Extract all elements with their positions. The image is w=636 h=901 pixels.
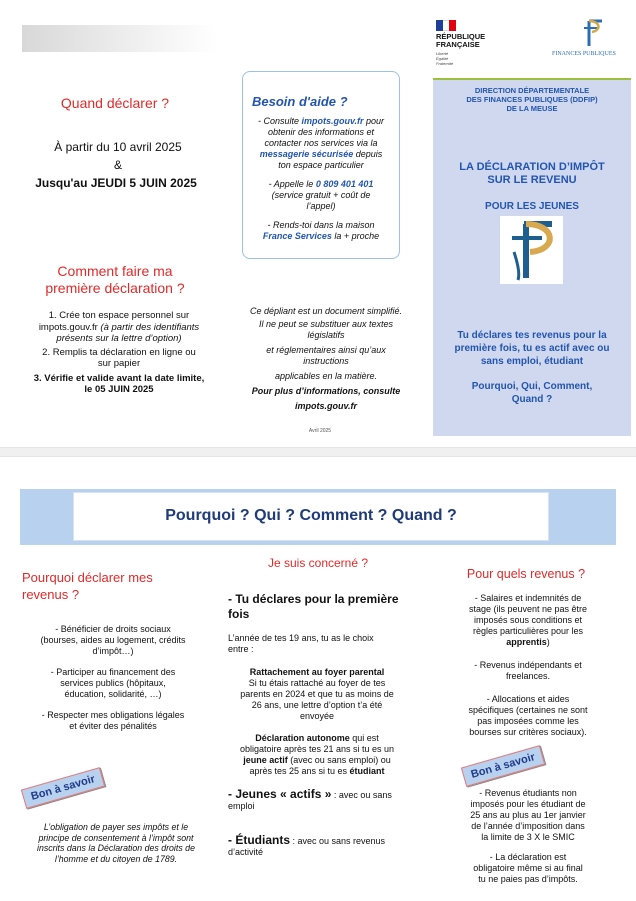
income-item-3 xyxy=(446,694,610,738)
student-note-line1: - Revenus étudiants non xyxy=(479,788,577,798)
motto-2: Égalité xyxy=(436,56,449,61)
republique-francaise-logo xyxy=(436,33,485,49)
step-1-line2 xyxy=(14,322,224,334)
disclaimer-line4: et réglementaires ainsi qu’aux xyxy=(266,345,386,355)
disclaimer-line3: législatifs xyxy=(307,330,345,340)
edition-date: Avril 2025 xyxy=(308,428,332,434)
finances-publiques-small-logo-icon xyxy=(580,18,604,48)
income-item-2 xyxy=(446,660,610,682)
income-3-line2: spécifiques (certaines ne sont xyxy=(468,705,588,715)
steps-list xyxy=(14,310,224,396)
phone-number[interactable]: 0 809 401 401 xyxy=(315,179,374,189)
income-1-line1: - Salaires et indemnités de xyxy=(474,593,582,603)
students-line2: d’activité xyxy=(228,847,264,857)
disclaimer-line7: Pour plus d’informations, consulte xyxy=(251,386,401,396)
mandatory-note-line1: - La déclaration est xyxy=(489,852,567,862)
student-note-line2: imposés pour les étudiant de xyxy=(470,799,586,809)
date-amp: & xyxy=(113,158,122,172)
income-1-end: ) xyxy=(546,637,550,647)
disclaimer-line6: applicables en la matière. xyxy=(274,371,378,381)
student-income-note xyxy=(446,788,610,885)
good-to-know-stamp-1: Bon à savoir xyxy=(21,767,105,809)
income-2-line2: freelances. xyxy=(505,671,551,681)
step-1-site: impots.gouv.fr xyxy=(38,321,98,333)
parental-line3: 26 ans, une lettre d’option t’a été xyxy=(251,700,383,710)
autonomous-line3 xyxy=(226,755,408,766)
active-youth: jeune actif xyxy=(243,755,288,765)
help-p1-line2: obtenir des informations et xyxy=(267,127,375,137)
parental-line2: parents en 2024 et que tu as moins de xyxy=(240,689,394,699)
rf-line2: FRANÇAISE xyxy=(436,40,480,49)
help-p3-b: la + proche xyxy=(331,231,380,241)
step-2-line1: 2. Remplis ta déclaration en ligne ou xyxy=(42,346,196,358)
finances-publiques-label: FINANCES PUBLIQUES xyxy=(552,51,616,57)
income-1-line3: imposés sous conditions et xyxy=(473,615,583,625)
why-title xyxy=(22,569,212,603)
first-time-line1: - Tu déclares pour la première xyxy=(228,592,399,606)
active-title: - Jeunes « actifs » xyxy=(228,787,332,801)
help-p1-line5: ton espace particulier xyxy=(278,160,364,170)
help-p3-line1: - Rends-toi dans la maison xyxy=(267,220,375,230)
concerned-title: Je suis concerné ? xyxy=(267,556,369,570)
step-2 xyxy=(14,347,224,370)
help-p1-b: pour xyxy=(363,116,385,126)
income-3-line3: pas imposées comme les xyxy=(477,716,579,726)
ddfip-line2: DES FINANCES PUBLIQUES (DDFIP) xyxy=(466,95,598,104)
marianne-flag-icon xyxy=(436,20,456,31)
why-item-2-line3: éducation, solidarité, …) xyxy=(64,689,162,699)
autonomous-line1 xyxy=(226,733,408,744)
help-text xyxy=(246,116,396,242)
finances-publiques-logo-icon xyxy=(500,216,563,284)
why-item-1 xyxy=(20,624,206,657)
help-p1-c: depuis xyxy=(353,149,383,159)
help-p3-line2 xyxy=(246,231,396,242)
why-item-1-line2: (bourses, aides au logement, crédits xyxy=(40,635,186,645)
first-time-intro xyxy=(228,633,414,655)
republique-motto xyxy=(436,51,453,66)
cover-description xyxy=(437,329,627,368)
disclaimer-line1: Ce dépliant est un document simplifié. xyxy=(249,306,403,316)
step-3-line2: le 05 JUIN 2025 xyxy=(84,384,154,395)
rights-note-line4: l’homme et du citoyen de 1789. xyxy=(54,853,178,864)
cover-subtitle: POUR LES JEUNES xyxy=(485,201,579,212)
motto-1: Liberté xyxy=(436,51,449,56)
good-to-know-stamp-2: Bon à savoir xyxy=(461,745,545,787)
cover-title-line1: LA DÉCLARATION D’IMPÔT xyxy=(459,161,605,173)
page-divider xyxy=(0,447,636,457)
autonomous-line3-rest: (avec ou sans emploi) ou xyxy=(287,755,391,765)
step-1 xyxy=(14,310,224,345)
autonomous-line4 xyxy=(226,766,408,777)
parental-attachment xyxy=(228,667,406,722)
income-3-line1: - Allocations et aides xyxy=(486,694,570,704)
cover-q-line1: Pourquoi, Qui, Comment, xyxy=(471,381,593,392)
why-item-1-line1: - Bénéficier de droits sociaux xyxy=(55,624,171,634)
how-title-line1: Comment faire ma xyxy=(57,263,173,279)
active-line1 xyxy=(228,789,414,801)
active-line2: emploi xyxy=(228,801,255,811)
income-1-line2: stage (ils peuvent ne pas être xyxy=(468,604,588,614)
messagerie-link[interactable]: messagerie sécurisée xyxy=(259,149,354,159)
when-title: Quand déclarer ? xyxy=(60,95,170,111)
intro-line2: entre : xyxy=(228,644,254,654)
student-note-line4: de l’année d’imposition dans xyxy=(471,821,585,831)
apprentices-word: apprentis xyxy=(506,637,547,647)
autonomous-rest: qui est xyxy=(349,733,379,743)
cover-desc-line1: Tu déclares tes revenus pour la xyxy=(457,330,607,341)
students-title: - Étudiants xyxy=(228,833,290,847)
income-1-line4: règles particulières pour les xyxy=(472,626,584,636)
income-item-1 xyxy=(446,593,610,648)
help-p2-line3: l’appel) xyxy=(306,201,336,211)
rights-note-line2: principe de consentement à l’impôt sont xyxy=(38,832,194,843)
income-3-line4: bourses sur critères sociaux). xyxy=(469,727,587,737)
step-2-line2: sur papier xyxy=(97,358,141,369)
help-p2-line1 xyxy=(246,179,396,190)
cover-q-line2: Quand ? xyxy=(511,394,553,405)
help-p1-line1 xyxy=(246,116,396,127)
cover-title xyxy=(433,161,631,187)
mandatory-note-line3: tu ne paies pas d’impôts. xyxy=(478,874,578,884)
cover-title-line2: SUR LE REVENU xyxy=(487,174,577,186)
motto-3: Fraternité xyxy=(436,61,454,66)
step-3 xyxy=(14,373,224,396)
step-1-note: (à partir des identifiants xyxy=(97,321,200,333)
parental-line1: Si tu étais rattaché au foyer de tes xyxy=(248,678,386,688)
active-rest: : avec ou sans xyxy=(331,790,392,800)
help-p2-a: - Appelle le xyxy=(268,179,316,189)
cover-questions xyxy=(437,380,627,406)
date-from: À partir du 10 avril 2025 xyxy=(54,140,182,154)
disclaimer-line5: instructions xyxy=(303,356,349,366)
student-note-line5: la limite de 3 X le SMIC xyxy=(481,832,575,842)
first-time-heading xyxy=(228,592,418,622)
autonomous-line4-a: après tes 25 ans si tu es xyxy=(249,766,350,776)
disclaimer xyxy=(228,304,424,414)
cover-desc-line3: sans emploi, étudiant xyxy=(480,356,584,367)
autonomous-title: Déclaration autonome xyxy=(255,733,350,743)
why-item-3 xyxy=(20,710,206,732)
ddfip-line3: DE LA MEUSE xyxy=(506,104,558,113)
which-income-title: Pour quels revenus ? xyxy=(466,567,586,581)
parental-title: Rattachement au foyer parental xyxy=(249,667,385,677)
student-note-line3: 25 ans au plus au 1er janvier xyxy=(470,810,586,820)
help-title: Besoin d'aide ? xyxy=(252,94,348,109)
intro-line1: L’année de tes 19 ans, tu as le choix xyxy=(228,633,374,643)
active-youth-heading xyxy=(228,789,414,812)
autonomous-line2: obligatoire après tes 21 ans si tu es un xyxy=(239,744,395,754)
header-gradient-bar xyxy=(22,25,218,52)
first-time-line2: fois xyxy=(228,607,250,621)
mandatory-note-line2: obligatoire même si au final xyxy=(473,863,583,873)
income-list xyxy=(446,593,610,738)
students-rest: : avec ou sans revenus xyxy=(290,836,386,846)
help-p1-line3: contacter nos services via la xyxy=(264,138,378,148)
impots-link[interactable]: impots.gouv.fr xyxy=(301,116,364,126)
students-line1 xyxy=(228,835,414,847)
why-item-3-line2: et éviter des pénalités xyxy=(69,721,157,731)
rights-note-line1: L’obligation de payer ses impôts et le xyxy=(43,822,189,832)
step-1-line3: présents sur la lettre d’option) xyxy=(56,333,182,344)
ddfip-line1: DIRECTION DÉPARTEMENTALE xyxy=(474,86,590,95)
student-word: étudiant xyxy=(349,766,385,776)
ddfip-heading xyxy=(433,86,631,113)
why-item-2-line2: services publics (hôpitaux, xyxy=(60,678,166,688)
parental-line4: envoyée xyxy=(299,711,335,721)
cover-desc-line2: première fois, tu es actif avec ou xyxy=(454,343,610,354)
help-p1-a: - Consulte xyxy=(257,116,302,126)
finances-publiques-logo-box xyxy=(500,216,563,284)
rights-note-line3: inscrits dans la Déclaration des droits de xyxy=(37,843,195,853)
why-title-line2: revenus ? xyxy=(22,587,80,602)
banner-title: Pourquoi ? Qui ? Comment ? Quand ? xyxy=(165,507,457,524)
help-p2-line2: (service gratuit + coût de xyxy=(271,190,371,200)
why-title-line1: Pourquoi déclarer mes xyxy=(22,570,153,585)
disclaimer-line8: impots.gouv.fr xyxy=(294,401,357,411)
disclaimer-line2: Il ne peut se substituer aux textes xyxy=(258,319,394,329)
why-item-2-line1: - Participer au financement des xyxy=(50,667,176,677)
why-item-1-line3: d’impôt…) xyxy=(92,646,134,656)
step-3-line1: 3. Vérifie et valide avant la date limite, xyxy=(33,372,205,384)
rf-line1: RÉPUBLIQUE xyxy=(436,32,486,41)
income-1-line5 xyxy=(446,637,610,648)
france-services-link[interactable]: France Services xyxy=(262,231,332,241)
why-item-2 xyxy=(20,667,206,700)
help-p1-line4 xyxy=(246,149,396,160)
students-heading xyxy=(228,835,414,858)
autonomous-declaration xyxy=(226,733,408,777)
how-title xyxy=(20,263,210,297)
rights-note xyxy=(22,822,210,864)
step-1-line1: 1. Crée ton espace personnel sur xyxy=(48,310,190,321)
why-list xyxy=(20,624,206,732)
date-until: Jusqu'au JEUDI 5 JUIN 2025 xyxy=(35,176,197,190)
how-title-line2: première déclaration ? xyxy=(45,280,185,296)
why-item-3-line1: - Respecter mes obligations légales xyxy=(41,710,185,720)
income-2-line1: - Revenus indépendants et xyxy=(474,660,582,670)
